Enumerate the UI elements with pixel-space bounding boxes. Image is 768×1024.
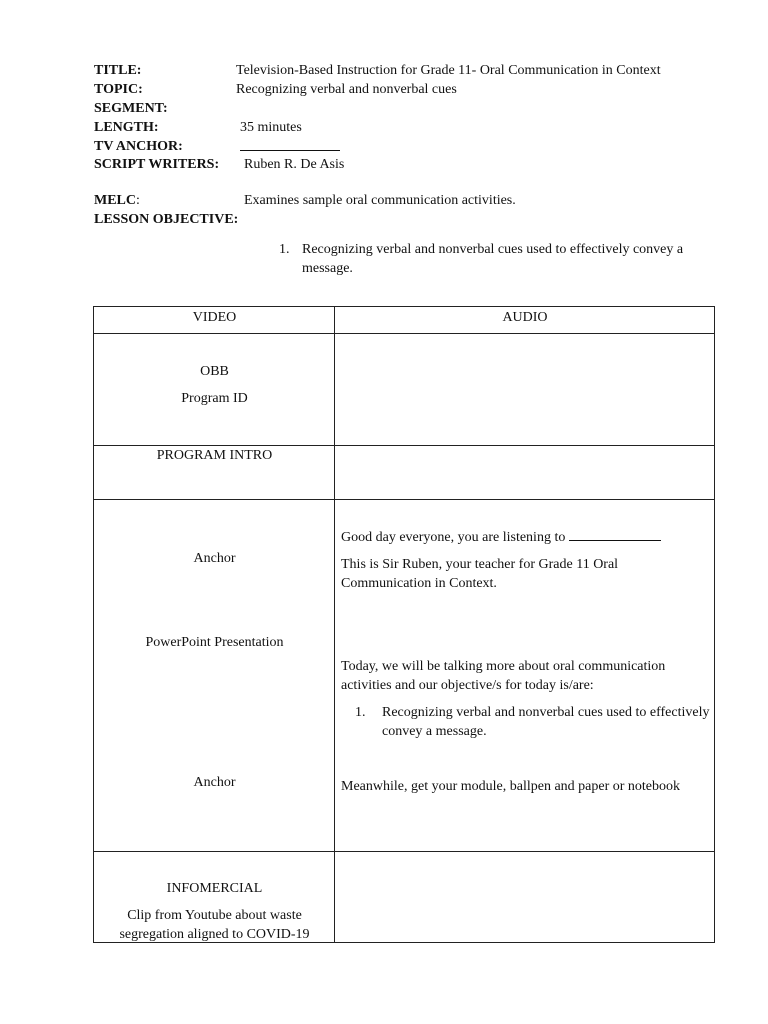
- lesson-objective-label: LESSON OBJECTIVE:: [94, 212, 239, 227]
- video-anchor-2: Anchor: [193, 775, 236, 790]
- tv-anchor-blank: [240, 138, 340, 157]
- video-program-id: Program ID: [181, 391, 248, 406]
- audio-today: Today, we will be talking more about oral communication activities and our objective/s for today is/are:: [341, 659, 666, 693]
- segment-label: SEGMENT:: [94, 101, 168, 116]
- audio-cell-anchor: [335, 500, 715, 852]
- video-infomercial: INFOMERCIAL: [166, 881, 263, 896]
- audio-intro: This is Sir Ruben, your teacher for Grade 11 Oral Communication in Context.: [341, 557, 619, 591]
- melc-label: MELC: [94, 193, 136, 208]
- audio-objective-number: 1.: [355, 705, 366, 720]
- objective-number: 1.: [279, 242, 290, 257]
- audio-cell-infomercial: [335, 852, 715, 943]
- audio-cell-program-intro: [335, 446, 715, 500]
- audio-meanwhile: Meanwhile, get your module, ballpen and paper or notebook: [341, 779, 681, 794]
- audio-objective-text: Recognizing verbal and nonverbal cues used to effectively convey a message.: [382, 705, 710, 739]
- table-row: [94, 446, 715, 500]
- topic-value: Recognizing verbal and nonverbal cues: [236, 82, 457, 97]
- script-writers-label: SCRIPT WRITERS:: [94, 157, 220, 172]
- video-anchor-1: Anchor: [193, 551, 236, 566]
- melc-label-wrap: [94, 192, 140, 210]
- audio-header-cell: [335, 307, 715, 334]
- melc-colon: :: [136, 193, 140, 208]
- audio-header: AUDIO: [502, 310, 548, 325]
- title-value: Television-Based Instruction for Grade 11- Oral Communication in Context: [236, 63, 661, 78]
- topic-label: TOPIC:: [94, 82, 143, 97]
- tv-anchor-label: TV ANCHOR:: [94, 139, 183, 154]
- video-clip-description: Clip from Youtube about waste segregation aligned to COVID-19: [119, 908, 310, 942]
- table-row: [94, 500, 715, 852]
- video-cell-infomercial: [94, 852, 335, 943]
- script-table: [93, 306, 715, 943]
- table-row: [94, 334, 715, 446]
- video-cell-anchor: [94, 500, 335, 852]
- video-program-intro: PROGRAM INTRO: [156, 448, 273, 463]
- audio-greeting: Good day everyone, you are listening to: [341, 530, 566, 545]
- video-header: VIDEO: [192, 310, 237, 325]
- melc-value: Examines sample oral communication activities.: [244, 193, 516, 208]
- length-value: 35 minutes: [240, 120, 302, 135]
- objective-text: Recognizing verbal and nonverbal cues used to effectively convey a message.: [302, 242, 684, 276]
- video-header-cell: [94, 307, 335, 334]
- video-obb: OBB: [200, 364, 229, 379]
- length-label: LENGTH:: [94, 120, 159, 135]
- table-row: [94, 852, 715, 943]
- audio-greeting-line: [341, 528, 709, 547]
- audio-cell-obb: [335, 334, 715, 446]
- station-blank: [569, 528, 661, 541]
- table-header-row: [94, 307, 715, 334]
- video-powerpoint: PowerPoint Presentation: [145, 635, 284, 650]
- title-label: TITLE:: [94, 63, 142, 78]
- video-cell-obb: [94, 334, 335, 446]
- script-writers-value: Ruben R. De Asis: [244, 157, 345, 172]
- video-cell-program-intro: [94, 446, 335, 500]
